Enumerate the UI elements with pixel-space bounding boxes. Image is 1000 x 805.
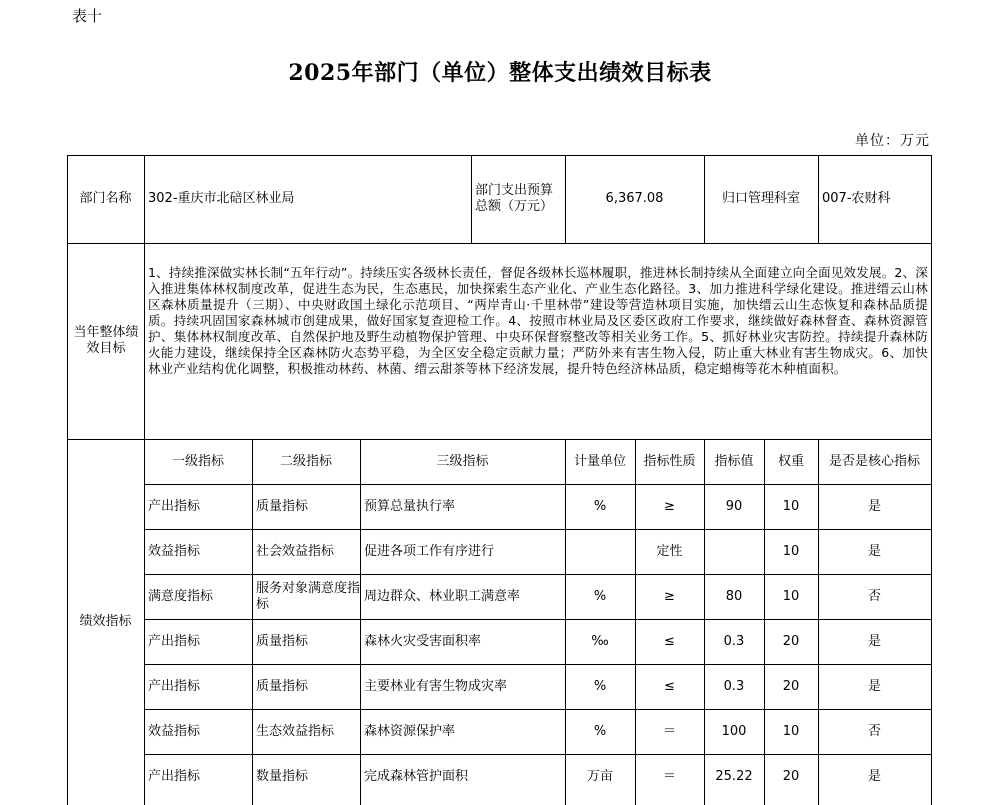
cell-level2: 质量指标 (256, 633, 309, 649)
cell-level1: 产出指标 (148, 768, 201, 784)
cell-nature: ≤ (664, 678, 675, 694)
mgmt-dept-value: 007-农财科 (822, 191, 891, 206)
cell-level1: 效益指标 (148, 723, 201, 739)
cell-unit: % (593, 723, 607, 739)
page-title: 2025年部门（单位）整体支出绩效目标表 (288, 60, 712, 86)
cell-level2: 数量指标 (256, 768, 309, 784)
mgmt-dept-label: 归口管理科室 (721, 191, 800, 206)
cell-level1: 产出指标 (148, 633, 201, 649)
col-header-core: 是否是核心指标 (828, 453, 920, 469)
cell-unit: 万亩 (586, 768, 613, 784)
cell-value: 90 (725, 498, 743, 514)
cell-core: 否 (867, 588, 881, 604)
cell-unit: % (593, 588, 607, 604)
annual-goals-text: 1、持续推深做实林长制“五年行动”。持续压实各级林长责任，督促各级林长巡林履职，推进林长制持续从全面建立向全面见效发展。2、深入推进集体林权制度改革，促进生态为民，生态惠民，加快探索生态产业化、产业生态化路径。3、加力推进科学绿化建设。推进缙云山林区森林质量提升（三期）、中央财政国土绿化示范项目、“两岸青山·千里林带”建设等营造林项目实施，加快缙云山生态恢复和森林品质提质。持续巩固国家森林城市创建成果，做好国家复查迎检工作。4、按照市林业局及区委区政府工作要求，继续做好森林督查、森林资源管护、集体林权制度改革、自然保护地及野生动植物保护管理、中央环保督察整改等相关业务工作。5、抓好林业灾害防控。持续提升森林防火能力建设，继续保持全区森林防火态势平稳，为全区安全稳定贡献力量；严防外来有害生物入侵，防止重大林业有害生物成灾。6、加快林业产业结构优化调整，积极推动林药、林菌、缙云甜茶等林下经济发展，提升特色经济林品质，稳定蜡梅等花木种植面积。 (148, 265, 928, 376)
cell-core: 是 (867, 498, 881, 514)
cell-weight: 20 (782, 768, 800, 784)
cell-level3: 周边群众、林业职工满意率 (364, 588, 521, 604)
col-header-level3: 三级指标 (436, 453, 489, 469)
cell-unit (565, 529, 635, 574)
cell-nature: ＝ (662, 723, 676, 739)
cell-nature: 定性 (656, 543, 683, 559)
cell-weight: 20 (782, 678, 800, 694)
cell-value: 100 (721, 723, 747, 739)
cell-level2: 质量指标 (256, 678, 309, 694)
cell-level1: 效益指标 (148, 543, 201, 559)
cell-level2: 生态效益指标 (256, 723, 335, 739)
cell-value (704, 529, 764, 574)
cell-core: 是 (867, 633, 881, 649)
cell-nature: ≥ (664, 588, 675, 604)
cell-weight: 10 (782, 588, 800, 604)
cell-level1: 产出指标 (148, 678, 201, 694)
cell-nature: ≥ (664, 498, 675, 514)
cell-nature: ≤ (664, 633, 675, 649)
indicators-section-label: 绩效指标 (79, 614, 132, 629)
cell-weight: 10 (782, 723, 800, 739)
cell-level2: 社会效益指标 (256, 543, 335, 559)
cell-level1: 产出指标 (148, 498, 201, 514)
cell-core: 否 (867, 723, 881, 739)
col-header-level1: 一级指标 (171, 453, 224, 469)
col-header-value: 指标值 (714, 453, 754, 469)
cell-value: 25.22 (715, 768, 753, 784)
table-border-right (931, 155, 932, 805)
dept-name-label: 部门名称 (79, 191, 132, 206)
cell-core: 是 (867, 678, 881, 694)
col-header-nature: 指标性质 (643, 453, 696, 469)
row-divider (67, 243, 932, 244)
cell-level3: 预算总量执行率 (364, 498, 456, 514)
cell-level3: 主要林业有害生物成灾率 (364, 678, 508, 694)
cell-level3: 促进各项工作有序进行 (364, 543, 495, 559)
cell-core: 是 (867, 768, 881, 784)
cell-level2: 质量指标 (256, 498, 309, 514)
table-number-label: 表十 (72, 7, 103, 25)
performance-table (67, 155, 932, 805)
annual-goals-label: 当年整体绩效目标 (73, 325, 139, 356)
cell-nature: ＝ (662, 768, 676, 784)
cell-weight: 10 (782, 498, 800, 514)
cell-unit: % (593, 498, 607, 514)
unit-note: 单位：万元 (855, 133, 930, 149)
cell-level3: 森林火灾受害面积率 (364, 633, 482, 649)
col-header-level2: 二级指标 (279, 453, 332, 469)
cell-weight: 10 (782, 543, 800, 559)
cell-core: 是 (867, 543, 881, 559)
col-header-unit: 计量单位 (573, 453, 626, 469)
cell-level1: 满意度指标 (148, 588, 214, 604)
cell-level2: 服务对象满意度指标 (256, 580, 361, 612)
cell-unit: % (593, 678, 607, 694)
cell-weight: 20 (782, 633, 800, 649)
budget-total-value: 6,367.08 (605, 191, 664, 206)
cell-unit: ‰ (591, 633, 609, 649)
cell-value: 0.3 (723, 678, 745, 694)
col-header-weight: 权重 (777, 453, 804, 469)
cell-level3: 完成森林管护面积 (364, 768, 469, 784)
cell-level3: 森林资源保护率 (364, 723, 456, 739)
cell-value: 80 (725, 588, 743, 604)
budget-total-label: 部门支出预算总额（万元） (475, 183, 554, 214)
cell-value: 0.3 (723, 633, 745, 649)
dept-name-value: 302-重庆市北碚区林业局 (148, 191, 295, 206)
